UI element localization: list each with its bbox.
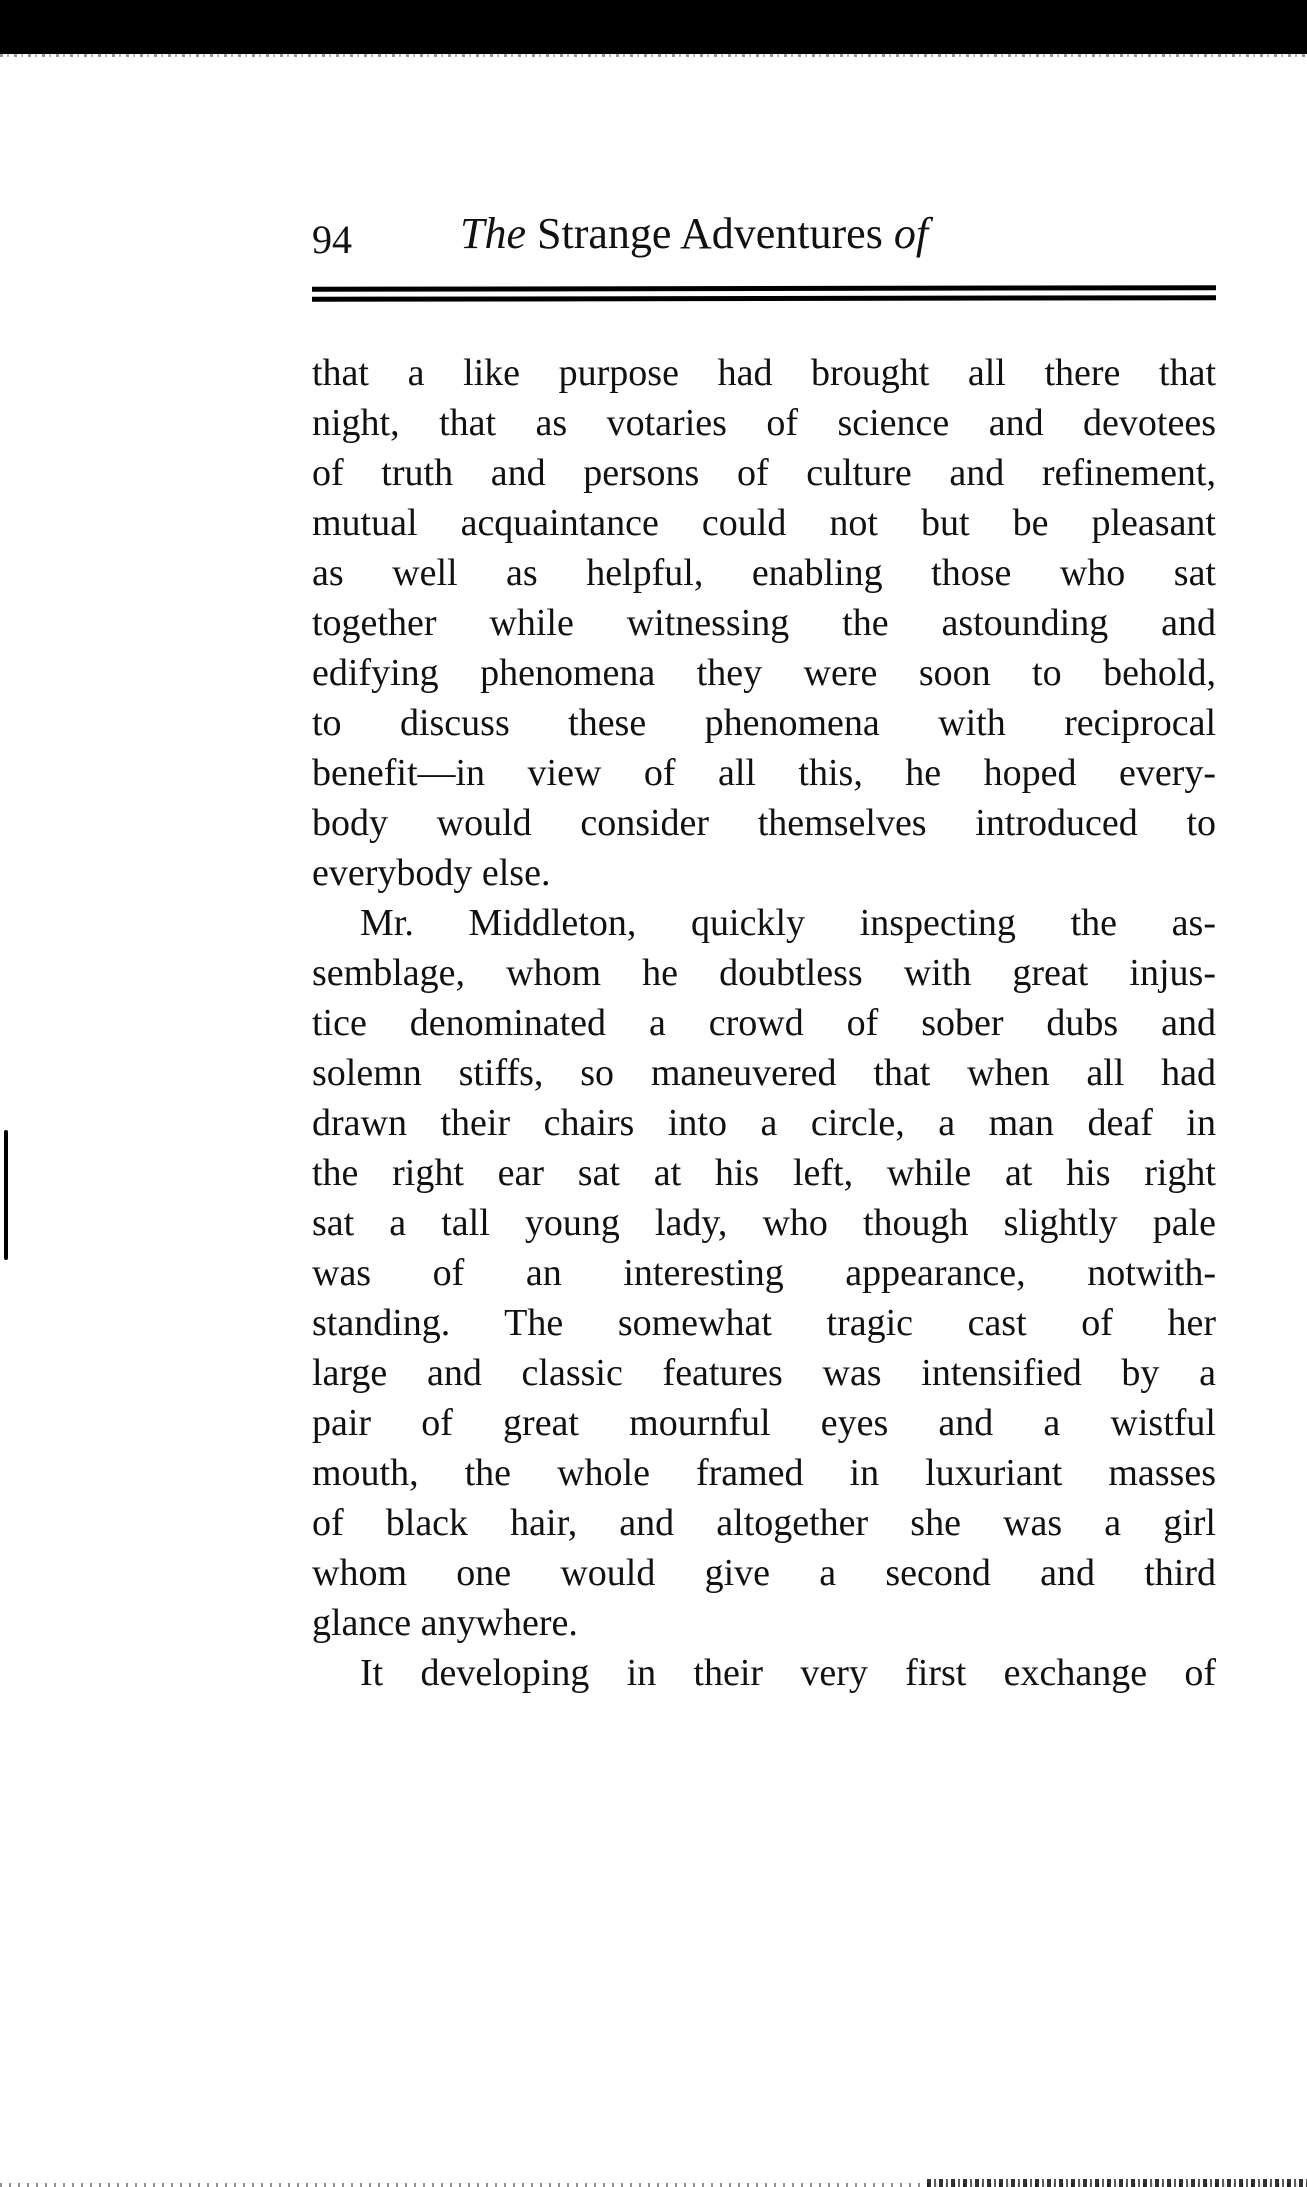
text-line: drawn their chairs into a circle, a man deaf in [312,1102,1216,1144]
text-line: large and classic features was intensified by a [312,1352,1216,1394]
text-line: Mr. Middleton, quickly inspecting the as- [360,902,1216,944]
running-header [312,210,1216,270]
text-line: mutual acquaintance could not but be pleasant [312,502,1216,544]
scan-bottom-noise-right [927,2179,1307,2187]
text-line: It developing in their very first exchange of [360,1652,1216,1694]
text-line: together while witnessing the astounding and [312,602,1216,644]
running-title [460,204,928,264]
header-rule-bottom [312,295,1216,302]
text-line: tice denominated a crowd of sober dubs and [312,1002,1216,1044]
text-line: body would consider themselves introduced to [312,802,1216,844]
text-line: edifying phenomena they were soon to behold, [312,652,1216,694]
margin-scan-mark [4,1130,8,1260]
text-line: solemn stiffs, so maneuvered that when all had [312,1052,1216,1094]
text-line: as well as helpful, enabling those who sat [312,552,1216,594]
scan-edge-noise [0,54,1307,57]
text-line: night, that as votaries of science and devotees [312,402,1216,444]
text-line: everybody else. [312,852,551,894]
text-line: whom one would give a second and third [312,1552,1216,1594]
running-title-the: The [460,209,526,258]
text-line: mouth, the whole framed in luxuriant masses [312,1452,1216,1494]
text-line: sat a tall young lady, who though slightly pale [312,1202,1216,1244]
text-line: glance anywhere. [312,1602,578,1644]
text-line: was of an interesting appearance, notwith- [312,1252,1216,1294]
text-line: semblage, whom he doubtless with great injus- [312,952,1216,994]
scan-top-border [0,0,1307,54]
body-text [312,348,1216,1698]
page-number: 94 [312,217,352,262]
running-title-main: Strange Adventures [537,209,883,258]
text-line: to discuss these phenomena with reciprocal [312,702,1216,744]
running-title-of: of [893,209,929,258]
text-line: of black hair, and altogether she was a girl [312,1502,1216,1544]
text-line: benefit—in view of all this, he hoped every- [312,752,1216,794]
text-line: the right ear sat at his left, while at his right [312,1152,1216,1194]
text-line: pair of great mournful eyes and a wistful [312,1402,1216,1444]
text-line: standing. The somewhat tragic cast of her [312,1302,1216,1344]
header-rule-top [312,285,1216,292]
text-line: of truth and persons of culture and refinement, [312,452,1216,494]
text-line: that a like purpose had brought all there that [312,352,1216,394]
